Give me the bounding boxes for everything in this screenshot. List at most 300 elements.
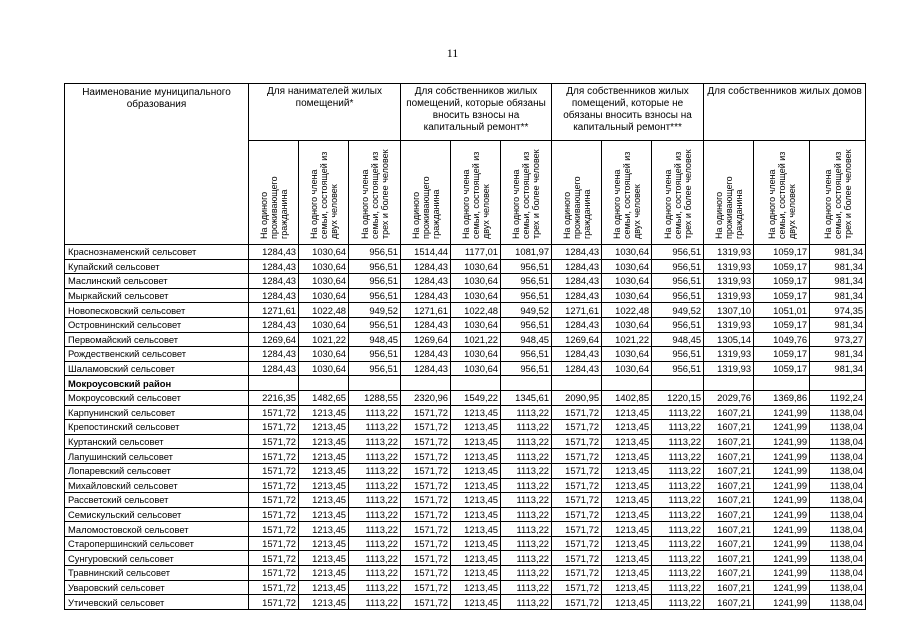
value-cell: 981,34 <box>810 361 866 376</box>
value-cell: 1571,72 <box>401 522 451 537</box>
value-cell: 1113,22 <box>501 405 552 420</box>
value-cell <box>704 376 754 391</box>
value-cell: 1030,64 <box>451 288 501 303</box>
value-cell: 1213,45 <box>602 507 652 522</box>
value-cell: 1241,99 <box>754 595 810 610</box>
value-cell: 981,34 <box>810 288 866 303</box>
value-cell: 1241,99 <box>754 566 810 581</box>
value-cell: 948,45 <box>501 332 552 347</box>
value-cell <box>401 376 451 391</box>
value-cell: 1138,04 <box>810 493 866 508</box>
value-cell: 1241,99 <box>754 580 810 595</box>
value-cell: 1113,22 <box>652 536 704 551</box>
value-cell: 1113,22 <box>349 536 401 551</box>
value-cell: 1213,45 <box>299 478 349 493</box>
value-cell: 1059,17 <box>754 317 810 332</box>
value-cell: 956,51 <box>652 259 704 274</box>
value-cell: 1113,22 <box>652 420 704 435</box>
municipality-name: Крепостинский сельсовет <box>65 420 249 435</box>
value-cell: 1213,45 <box>451 536 501 551</box>
value-cell: 1113,22 <box>349 434 401 449</box>
value-cell: 1021,22 <box>299 332 349 347</box>
value-cell: 1319,93 <box>704 317 754 332</box>
value-cell: 1571,72 <box>401 536 451 551</box>
value-cell: 1059,17 <box>754 274 810 289</box>
value-cell: 1030,64 <box>451 259 501 274</box>
table-row <box>65 522 866 537</box>
value-cell: 1113,22 <box>501 595 552 610</box>
value-cell: 1021,22 <box>602 332 652 347</box>
municipality-name: Лопаревский сельсовет <box>65 463 249 478</box>
value-cell: 1607,21 <box>704 420 754 435</box>
subcolumn-label: На одного члена семьи, состоящей из двух человек <box>460 151 491 239</box>
value-cell: 1514,44 <box>401 245 451 260</box>
subcolumn-label: На одиного проживающего гражданина <box>258 176 289 239</box>
value-cell: 1213,45 <box>602 522 652 537</box>
value-cell: 1571,72 <box>401 449 451 464</box>
municipality-name: Карпунинский сельсовет <box>65 405 249 420</box>
value-cell: 1402,85 <box>602 390 652 405</box>
value-cell: 1571,72 <box>249 551 299 566</box>
table-row <box>65 536 866 551</box>
value-cell: 1213,45 <box>602 420 652 435</box>
value-cell: 1113,22 <box>652 405 704 420</box>
value-cell: 1113,22 <box>652 478 704 493</box>
subcolumn-header-two-person-family <box>451 141 501 245</box>
value-cell: 1607,21 <box>704 434 754 449</box>
value-cell <box>810 376 866 391</box>
value-cell: 1213,45 <box>451 420 501 435</box>
value-cell <box>451 376 501 391</box>
value-cell: 1284,43 <box>401 347 451 362</box>
value-cell: 1319,93 <box>704 347 754 362</box>
value-cell: 1284,43 <box>249 361 299 376</box>
subcolumn-label: На одиного проживающего гражданина <box>561 176 592 239</box>
value-cell: 1571,72 <box>552 463 602 478</box>
value-cell: 956,51 <box>501 361 552 376</box>
table-row <box>65 361 866 376</box>
value-cell: 1571,72 <box>249 580 299 595</box>
value-cell: 1030,64 <box>451 361 501 376</box>
value-cell: 1138,04 <box>810 507 866 522</box>
value-cell: 1113,22 <box>349 420 401 435</box>
value-cell: 1138,04 <box>810 595 866 610</box>
value-cell: 1284,43 <box>401 259 451 274</box>
municipality-name: Утичевский сельсовет <box>65 595 249 610</box>
value-cell: 1213,45 <box>299 580 349 595</box>
value-cell: 1571,72 <box>249 493 299 508</box>
value-cell: 1213,45 <box>602 566 652 581</box>
value-cell: 956,51 <box>652 274 704 289</box>
value-cell: 1213,45 <box>299 463 349 478</box>
table-body <box>65 245 866 610</box>
value-cell: 1571,72 <box>401 595 451 610</box>
district-name: Мокроусовский район <box>65 376 249 391</box>
value-cell: 1241,99 <box>754 522 810 537</box>
value-cell: 1319,93 <box>704 259 754 274</box>
value-cell: 1571,72 <box>401 463 451 478</box>
value-cell: 1213,45 <box>602 478 652 493</box>
value-cell: 1213,45 <box>602 493 652 508</box>
tariff-table <box>64 83 866 610</box>
value-cell: 1113,22 <box>501 551 552 566</box>
value-cell: 1269,64 <box>401 332 451 347</box>
value-cell: 1213,45 <box>602 449 652 464</box>
value-cell: 956,51 <box>501 288 552 303</box>
value-cell: 1571,72 <box>249 536 299 551</box>
value-cell: 1571,72 <box>552 478 602 493</box>
value-cell: 1113,22 <box>349 522 401 537</box>
value-cell: 1241,99 <box>754 478 810 493</box>
value-cell: 1213,45 <box>602 463 652 478</box>
subcolumn-header-three-plus-family <box>810 141 866 245</box>
value-cell: 956,51 <box>652 317 704 332</box>
municipality-name: Новопесковский сельсовет <box>65 303 249 318</box>
subcolumn-header-single-resident <box>249 141 299 245</box>
value-cell: 1138,04 <box>810 420 866 435</box>
value-cell: 1138,04 <box>810 566 866 581</box>
value-cell: 1213,45 <box>602 405 652 420</box>
municipality-name: Михайловский сельсовет <box>65 478 249 493</box>
value-cell: 1213,45 <box>451 522 501 537</box>
value-cell: 1571,72 <box>249 566 299 581</box>
value-cell: 1571,72 <box>249 434 299 449</box>
value-cell: 1213,45 <box>299 405 349 420</box>
value-cell: 1345,61 <box>501 390 552 405</box>
table-row <box>65 347 866 362</box>
value-cell: 1113,22 <box>652 507 704 522</box>
value-cell: 1213,45 <box>299 434 349 449</box>
value-cell: 1307,10 <box>704 303 754 318</box>
value-cell: 1213,45 <box>451 551 501 566</box>
value-cell: 1021,22 <box>451 332 501 347</box>
value-cell: 956,51 <box>349 317 401 332</box>
value-cell: 1030,64 <box>299 361 349 376</box>
value-cell: 1241,99 <box>754 551 810 566</box>
value-cell: 981,34 <box>810 317 866 332</box>
value-cell: 1220,15 <box>652 390 704 405</box>
value-cell: 1607,21 <box>704 507 754 522</box>
value-cell <box>754 376 810 391</box>
table-row <box>65 566 866 581</box>
value-cell: 1213,45 <box>299 507 349 522</box>
value-cell: 1113,22 <box>501 493 552 508</box>
value-cell: 1113,22 <box>501 434 552 449</box>
value-cell: 1022,48 <box>451 303 501 318</box>
value-cell: 1241,99 <box>754 434 810 449</box>
value-cell: 1571,72 <box>552 434 602 449</box>
value-cell: 1113,22 <box>501 566 552 581</box>
value-cell: 1284,43 <box>552 317 602 332</box>
value-cell: 1607,21 <box>704 463 754 478</box>
value-cell: 1113,22 <box>652 449 704 464</box>
table-row <box>65 478 866 493</box>
value-cell: 956,51 <box>652 347 704 362</box>
subcolumn-label: На одного члена семьи, состоящей из трех и более человек <box>359 149 390 239</box>
table-row <box>65 317 866 332</box>
value-cell: 1571,72 <box>552 566 602 581</box>
value-cell: 1030,64 <box>602 245 652 260</box>
subcolumn-header-single-resident <box>401 141 451 245</box>
value-cell: 981,34 <box>810 259 866 274</box>
value-cell: 1571,72 <box>249 463 299 478</box>
value-cell: 1284,43 <box>249 259 299 274</box>
municipality-name: Шаламовский сельсовет <box>65 361 249 376</box>
municipality-name: Мыркайский сельсовет <box>65 288 249 303</box>
subcolumn-header-three-plus-family <box>652 141 704 245</box>
value-cell: 1113,22 <box>501 507 552 522</box>
table-row <box>65 493 866 508</box>
subcolumn-label: На одиного проживающего гражданина <box>410 176 441 239</box>
value-cell: 1607,21 <box>704 522 754 537</box>
table-row <box>65 274 866 289</box>
subcolumn-header-single-resident <box>552 141 602 245</box>
subcolumn-label: На одного члена семьи, состоящей из двух человек <box>611 151 642 239</box>
value-cell: 1113,22 <box>349 405 401 420</box>
value-cell: 1284,43 <box>552 288 602 303</box>
subcolumn-header-two-person-family <box>754 141 810 245</box>
value-cell: 956,51 <box>501 259 552 274</box>
value-cell: 1030,64 <box>602 274 652 289</box>
value-cell <box>652 376 704 391</box>
value-cell: 1213,45 <box>602 551 652 566</box>
value-cell: 1284,43 <box>249 288 299 303</box>
value-cell: 1113,22 <box>349 478 401 493</box>
value-cell: 1241,99 <box>754 420 810 435</box>
value-cell: 1030,64 <box>299 347 349 362</box>
value-cell: 1113,22 <box>349 507 401 522</box>
value-cell: 956,51 <box>349 274 401 289</box>
value-cell: 1113,22 <box>349 449 401 464</box>
value-cell: 1059,17 <box>754 347 810 362</box>
value-cell: 956,51 <box>349 288 401 303</box>
value-cell: 1113,22 <box>501 536 552 551</box>
value-cell: 973,27 <box>810 332 866 347</box>
value-cell: 1213,45 <box>602 536 652 551</box>
subcolumn-label: На одного члена семьи, состоящей из трех и более человек <box>511 149 542 239</box>
table-row <box>65 580 866 595</box>
table-row <box>65 420 866 435</box>
value-cell: 1213,45 <box>602 434 652 449</box>
value-cell: 1241,99 <box>754 463 810 478</box>
value-cell: 1030,64 <box>451 274 501 289</box>
value-cell: 1030,64 <box>299 245 349 260</box>
value-cell <box>552 376 602 391</box>
value-cell: 1138,04 <box>810 536 866 551</box>
value-cell: 1482,65 <box>299 390 349 405</box>
value-cell: 1213,45 <box>299 566 349 581</box>
value-cell: 1607,21 <box>704 449 754 464</box>
page-number: 11 <box>446 46 459 60</box>
value-cell: 1138,04 <box>810 405 866 420</box>
value-cell: 1213,45 <box>451 493 501 508</box>
value-cell: 1030,64 <box>602 361 652 376</box>
value-cell: 1213,45 <box>602 580 652 595</box>
value-cell: 1192,24 <box>810 390 866 405</box>
municipality-name: Рассветский сельсовет <box>65 493 249 508</box>
value-cell: 1571,72 <box>552 420 602 435</box>
value-cell: 1571,72 <box>249 507 299 522</box>
value-cell: 1571,72 <box>249 405 299 420</box>
value-cell <box>249 376 299 391</box>
value-cell <box>349 376 401 391</box>
table-row <box>65 245 866 260</box>
value-cell: 1319,93 <box>704 288 754 303</box>
subcolumn-label: На одного члена семьи, состоящей из трех и более человек <box>822 149 853 239</box>
value-cell: 981,34 <box>810 347 866 362</box>
table-row <box>65 332 866 347</box>
value-cell: 1571,72 <box>249 449 299 464</box>
value-cell: 1022,48 <box>602 303 652 318</box>
value-cell: 1571,72 <box>552 580 602 595</box>
value-cell: 1241,99 <box>754 536 810 551</box>
table-row <box>65 303 866 318</box>
subcolumn-label: На одного члена семьи, состоящей из двух человек <box>308 151 339 239</box>
value-cell: 1571,72 <box>249 420 299 435</box>
value-cell: 1059,17 <box>754 259 810 274</box>
value-cell: 1113,22 <box>501 449 552 464</box>
value-cell: 1059,17 <box>754 245 810 260</box>
value-cell: 1571,72 <box>249 522 299 537</box>
table-row <box>65 449 866 464</box>
value-cell: 1284,43 <box>552 361 602 376</box>
value-cell: 981,34 <box>810 245 866 260</box>
value-cell: 1113,22 <box>349 493 401 508</box>
value-cell: 948,45 <box>652 332 704 347</box>
value-cell: 1571,72 <box>401 478 451 493</box>
value-cell: 956,51 <box>652 288 704 303</box>
value-cell: 981,34 <box>810 274 866 289</box>
value-cell: 1059,17 <box>754 361 810 376</box>
value-cell: 1113,22 <box>652 580 704 595</box>
value-cell: 1571,72 <box>401 434 451 449</box>
table-row <box>65 288 866 303</box>
table-row <box>65 405 866 420</box>
value-cell: 1113,22 <box>501 420 552 435</box>
value-cell: 2320,96 <box>401 390 451 405</box>
value-cell: 1271,61 <box>249 303 299 318</box>
value-cell: 1113,22 <box>349 463 401 478</box>
value-cell: 1284,43 <box>249 245 299 260</box>
value-cell: 1319,93 <box>704 245 754 260</box>
value-cell: 1113,22 <box>349 551 401 566</box>
value-cell: 1030,64 <box>299 288 349 303</box>
value-cell: 1030,64 <box>602 259 652 274</box>
value-cell: 956,51 <box>349 259 401 274</box>
table-row <box>65 390 866 405</box>
value-cell: 1138,04 <box>810 434 866 449</box>
subcolumn-label: На одного члена семьи, состоящей из двух человек <box>766 151 797 239</box>
table-row <box>65 463 866 478</box>
value-cell: 1113,22 <box>349 580 401 595</box>
value-cell: 1030,64 <box>451 317 501 332</box>
value-cell: 1213,45 <box>299 449 349 464</box>
value-cell: 949,52 <box>349 303 401 318</box>
value-cell: 1213,45 <box>451 449 501 464</box>
value-cell: 1113,22 <box>652 566 704 581</box>
value-cell: 1213,45 <box>299 493 349 508</box>
value-cell: 1138,04 <box>810 449 866 464</box>
value-cell: 1284,43 <box>552 245 602 260</box>
value-cell: 1571,72 <box>552 493 602 508</box>
municipality-name: Первомайский сельсовет <box>65 332 249 347</box>
value-cell: 1571,72 <box>401 493 451 508</box>
municipality-name: Сунгуровский сельсовет <box>65 551 249 566</box>
value-cell: 949,52 <box>501 303 552 318</box>
value-cell: 1030,64 <box>602 347 652 362</box>
value-cell: 1213,45 <box>451 478 501 493</box>
value-cell: 1305,14 <box>704 332 754 347</box>
subcolumn-header-single-resident <box>704 141 754 245</box>
value-cell: 1271,61 <box>552 303 602 318</box>
value-cell: 1241,99 <box>754 507 810 522</box>
subcolumn-header-three-plus-family <box>349 141 401 245</box>
value-cell: 1113,22 <box>652 493 704 508</box>
value-cell: 1269,64 <box>249 332 299 347</box>
value-cell: 956,51 <box>349 245 401 260</box>
value-cell: 1113,22 <box>349 595 401 610</box>
value-cell: 1271,61 <box>401 303 451 318</box>
value-cell: 1213,45 <box>299 420 349 435</box>
value-cell <box>299 376 349 391</box>
value-cell: 1284,43 <box>401 274 451 289</box>
value-cell: 1030,64 <box>602 317 652 332</box>
municipality-name: Рождественский сельсовет <box>65 347 249 362</box>
group-header-owners-not-obliged: Для собственников жилых помещений, которые не обязаны вносить взносы на капитальный ремонт*** <box>552 84 704 141</box>
value-cell: 1138,04 <box>810 580 866 595</box>
value-cell: 956,51 <box>652 245 704 260</box>
value-cell: 2090,95 <box>552 390 602 405</box>
group-header-tenants: Для нанимателей жилых помещений* <box>249 84 401 141</box>
value-cell: 1081,97 <box>501 245 552 260</box>
value-cell: 956,51 <box>501 317 552 332</box>
value-cell: 1607,21 <box>704 580 754 595</box>
value-cell: 1030,64 <box>299 274 349 289</box>
value-cell: 1213,45 <box>451 463 501 478</box>
table-row <box>65 259 866 274</box>
value-cell: 1113,22 <box>652 522 704 537</box>
municipality-name: Маломостовской сельсовет <box>65 522 249 537</box>
value-cell: 1138,04 <box>810 522 866 537</box>
value-cell: 1138,04 <box>810 463 866 478</box>
value-cell: 1319,93 <box>704 274 754 289</box>
value-cell: 1213,45 <box>451 566 501 581</box>
municipality-name: Семискульский сельсовет <box>65 507 249 522</box>
value-cell: 1177,01 <box>451 245 501 260</box>
value-cell: 1049,76 <box>754 332 810 347</box>
value-cell: 1284,43 <box>401 361 451 376</box>
municipality-name: Уваровский сельсовет <box>65 580 249 595</box>
header-row-groups <box>65 84 866 141</box>
value-cell: 1607,21 <box>704 566 754 581</box>
value-cell: 1571,72 <box>552 551 602 566</box>
municipality-name: Травнинский сельсовет <box>65 566 249 581</box>
subcolumn-label: На одного члена семьи, состоящей из трех и более человек <box>662 149 693 239</box>
table-row <box>65 434 866 449</box>
district-row <box>65 376 866 391</box>
municipality-name: Старопершинский сельсовет <box>65 536 249 551</box>
value-cell: 1051,01 <box>754 303 810 318</box>
value-cell: 1138,04 <box>810 551 866 566</box>
value-cell: 1571,72 <box>552 522 602 537</box>
value-cell: 1213,45 <box>451 507 501 522</box>
value-cell: 956,51 <box>501 274 552 289</box>
municipality-name: Краснознаменский сельсовет <box>65 245 249 260</box>
group-header-owners-obliged: Для собственников жилых помещений, которые обязаны вносить взносы на капитальный ремонт** <box>401 84 552 141</box>
value-cell: 1113,22 <box>349 566 401 581</box>
value-cell: 1113,22 <box>652 595 704 610</box>
value-cell: 2216,35 <box>249 390 299 405</box>
